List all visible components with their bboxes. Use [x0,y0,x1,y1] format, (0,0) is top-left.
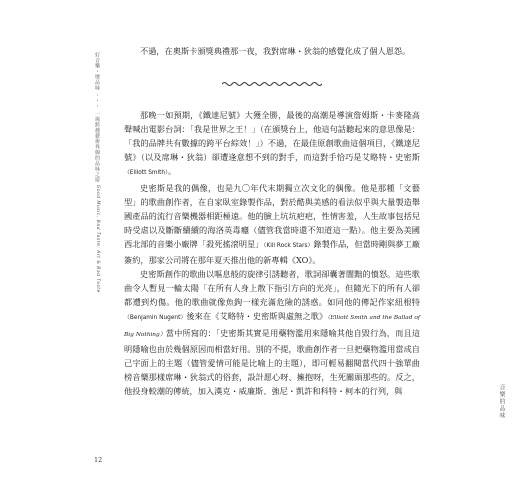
running-head [93,52,101,293]
paragraph-4-text-a: 史密斯創作的歌曲以嘔息般的旋律引誘聽者，歌詞卻囊著闇黜的憤怒。這些歌曲令人暫見一輪太陽「在所有人身上散下指引方向的光亮」，但隨光下的所有人卻都遭到灼傷。他的歌曲就像魚鉤一樣充滿危險的誘惑。如同他的傳記作家紐根特 [124,269,420,308]
paragraph-4-text-c: 當中所寫的：「史密斯其實是用藥物濫用來隱喻其他自毀行為，而且這明隱喻也由於幾個原因而相當好用。別的不提，歌曲創作者一旦把藥物濫用當成自己字面上的主題（儘管愛情可能是比喻上的主題），即可輕易翻閱當代四十強單曲榜音樂那樣席琳・狄翁式的俗套，設計愿心呀、擁抱呀，生死關頭那些的。反之，他投身較潮的傳統，加入漢克・威廉斯、強尼・凱許和科特・柯本的行列，與 [124,327,421,396]
paragraph-2-text-b: 。 [168,166,177,177]
paragraph-4-latin-2: （Elliott Smith and the Ballad of Big Nothing） [124,315,421,338]
paragraph-3-text-a: 史密斯是我的偶像，也是九〇年代末期獨立次文化的偶像。他是那種「文藝型」的歌曲創作者，在自家臥室錄製作品，對於酷與美感的看法似乎與大量製造舉國產品的流行音樂機器相距極遠。他的臉上坑坑疤疤，性情害羞，人生故事包括兒時受虐以及斷斷續續的海洛英毒癮（儘管我當時還不知道這一點）。他主要為美國西北部的音樂小廠牌「殺死搖滾明星」 [124,182,420,249]
paragraph-2-text-a: 那晚一如預期，《鐵達尼號》大獲全勝，最後的高潮是導演詹姆斯・卡麥隆高聲喊出電影台詞：「我是世界之王！」（在頒獎台上，他這句話聽起來的意思像是：「我的品牌共有數據的跨平台綜效！」）不過，在最佳原創歌曲這個項目，《鐵達尼號》（以及席琳・狄翁）卻遭逢意想不到的對手，而這對手恰巧是艾略特・史密斯 [124,110,420,163]
paragraph-3-latin: （Kill Rock Stars） [263,242,314,249]
paragraph-4 [124,267,420,398]
ornamental-divider [222,80,322,88]
margin-note: 音樂的品味 [498,384,505,419]
paragraph-3-text-b: 錄製作品，但當時剛與夢工廠簽約，那家公司將在那年夏天推出他的新專輯《XO》。 [124,238,420,266]
paragraph-2-latin: （Elliott Smith） [124,170,169,177]
paragraph-4-text-b: 後來在《艾略特・史密斯與虛無之歌》 [186,311,328,322]
running-head-en: Good Music, Bad Taste: Art & Bad Taste [95,184,100,293]
paragraph-1: 不過，在奧斯卡頒獎典禮那一夜，我對席琳・狄翁的感覺化成了個人恩怨。 [140,46,411,56]
page-number: 12 [94,456,103,464]
paragraph-2 [124,108,420,180]
paragraph-3 [124,181,420,268]
paragraph-4-latin-1: （Benjamin Nugent） [124,315,187,322]
running-head-cn: 好音樂・壞品味 ・・・ 一場跨越藝術界線的品味之辯 [94,52,100,183]
body-text [124,44,420,398]
